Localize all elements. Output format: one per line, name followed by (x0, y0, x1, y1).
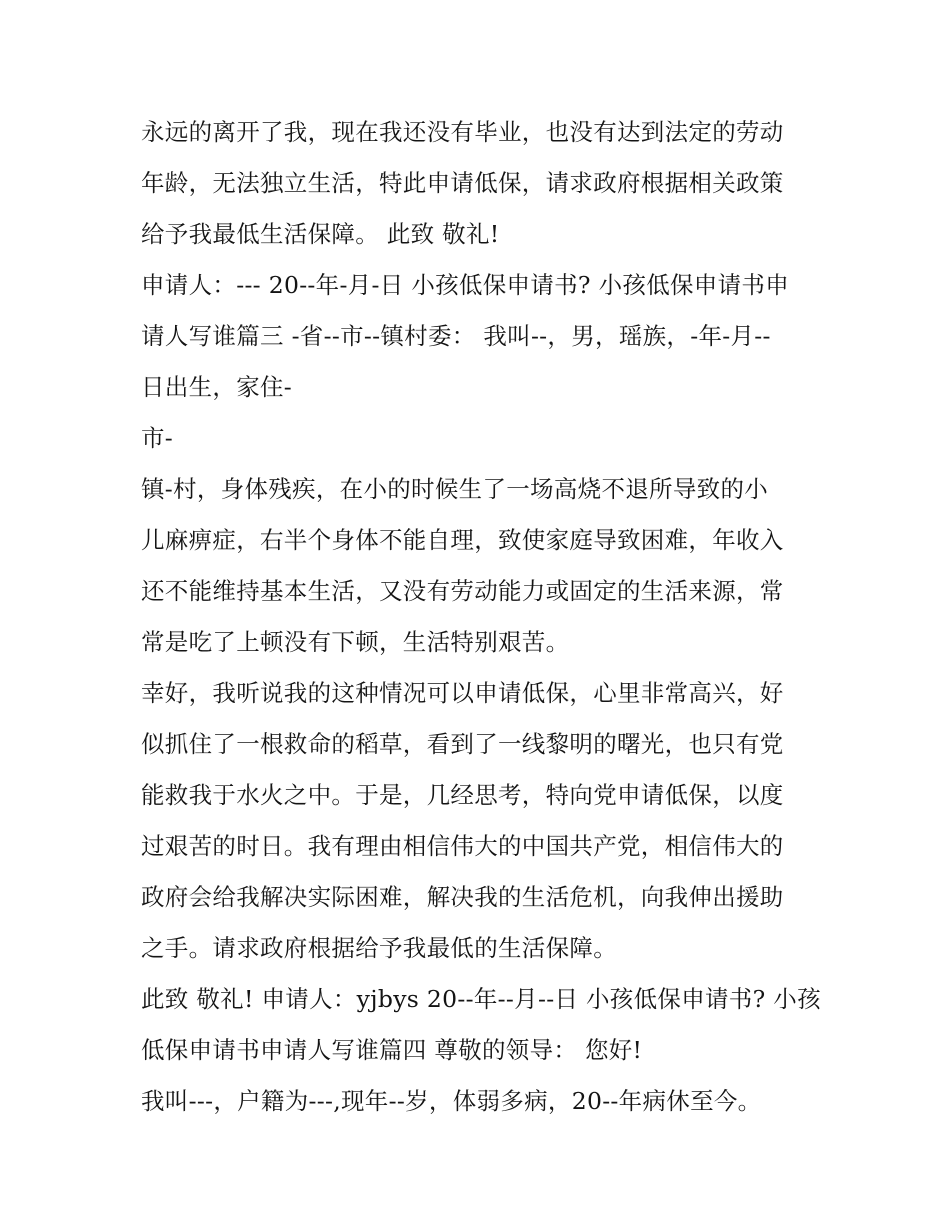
text-line: 日出生，家住- (141, 373, 293, 401)
text-line: 幸好，我听说我的这种情况可以申请低保，心里非常高兴，好 (141, 679, 784, 707)
text-line: 常是吃了上顿没有下顿，生活特别艰苦。 (141, 628, 570, 656)
text-line: 我叫---，户籍为---,现年--岁，体弱多病，20--年病休至今。 (141, 1087, 762, 1115)
text-line: 之手。请求政府根据给予我最低的生活保障。 (141, 934, 617, 962)
text-line: 过艰苦的时日。我有理由相信伟大的中国共产党，相信伟大的 (141, 832, 784, 860)
text-line: 能救我于水火之中。于是，几经思考，特向党申请低保，以度 (141, 781, 784, 809)
text-line: 儿麻痹症，右半个身体不能自理，致使家庭导致困难，年收入 (141, 526, 784, 554)
text-line: 给予我最低生活保障。 此致 敬礼! (141, 220, 500, 248)
text-line: 镇-村，身体残疾，在小的时候生了一场高烧不退所导致的小 (141, 475, 769, 503)
text-line: 请人写谁篇三 -省--市--镇村委： 我叫--，男，瑶族，-年-月-- (141, 322, 771, 350)
text-line: 市- (141, 424, 174, 452)
text-line: 年龄，无法独立生活，特此申请低保，请求政府根据相关政策 (141, 169, 784, 197)
document-body (141, 107, 821, 1127)
text-line: 永远的离开了我，现在我还没有毕业，也没有达到法定的劳动 (141, 118, 784, 146)
text-line: 政府会给我解决实际困难，解决我的生活危机，向我伸出援助 (141, 883, 784, 911)
text-line: 低保申请书申请人写谁篇四 尊敬的领导： 您好! (141, 1036, 643, 1064)
text-line: 似抓住了一根救命的稻草，看到了一线黎明的曙光，也只有党 (141, 730, 784, 758)
text-line: 此致 敬礼! 申请人：yjbys 20--年--月--日 小孩低保申请书? 小孩 (141, 985, 821, 1013)
text-line: 还不能维持基本生活，又没有劳动能力或固定的生活来源，常 (141, 577, 784, 605)
text-line: 申请人：--- 20--年-月-日 小孩低保申请书? 小孩低保申请书申 (141, 271, 789, 299)
